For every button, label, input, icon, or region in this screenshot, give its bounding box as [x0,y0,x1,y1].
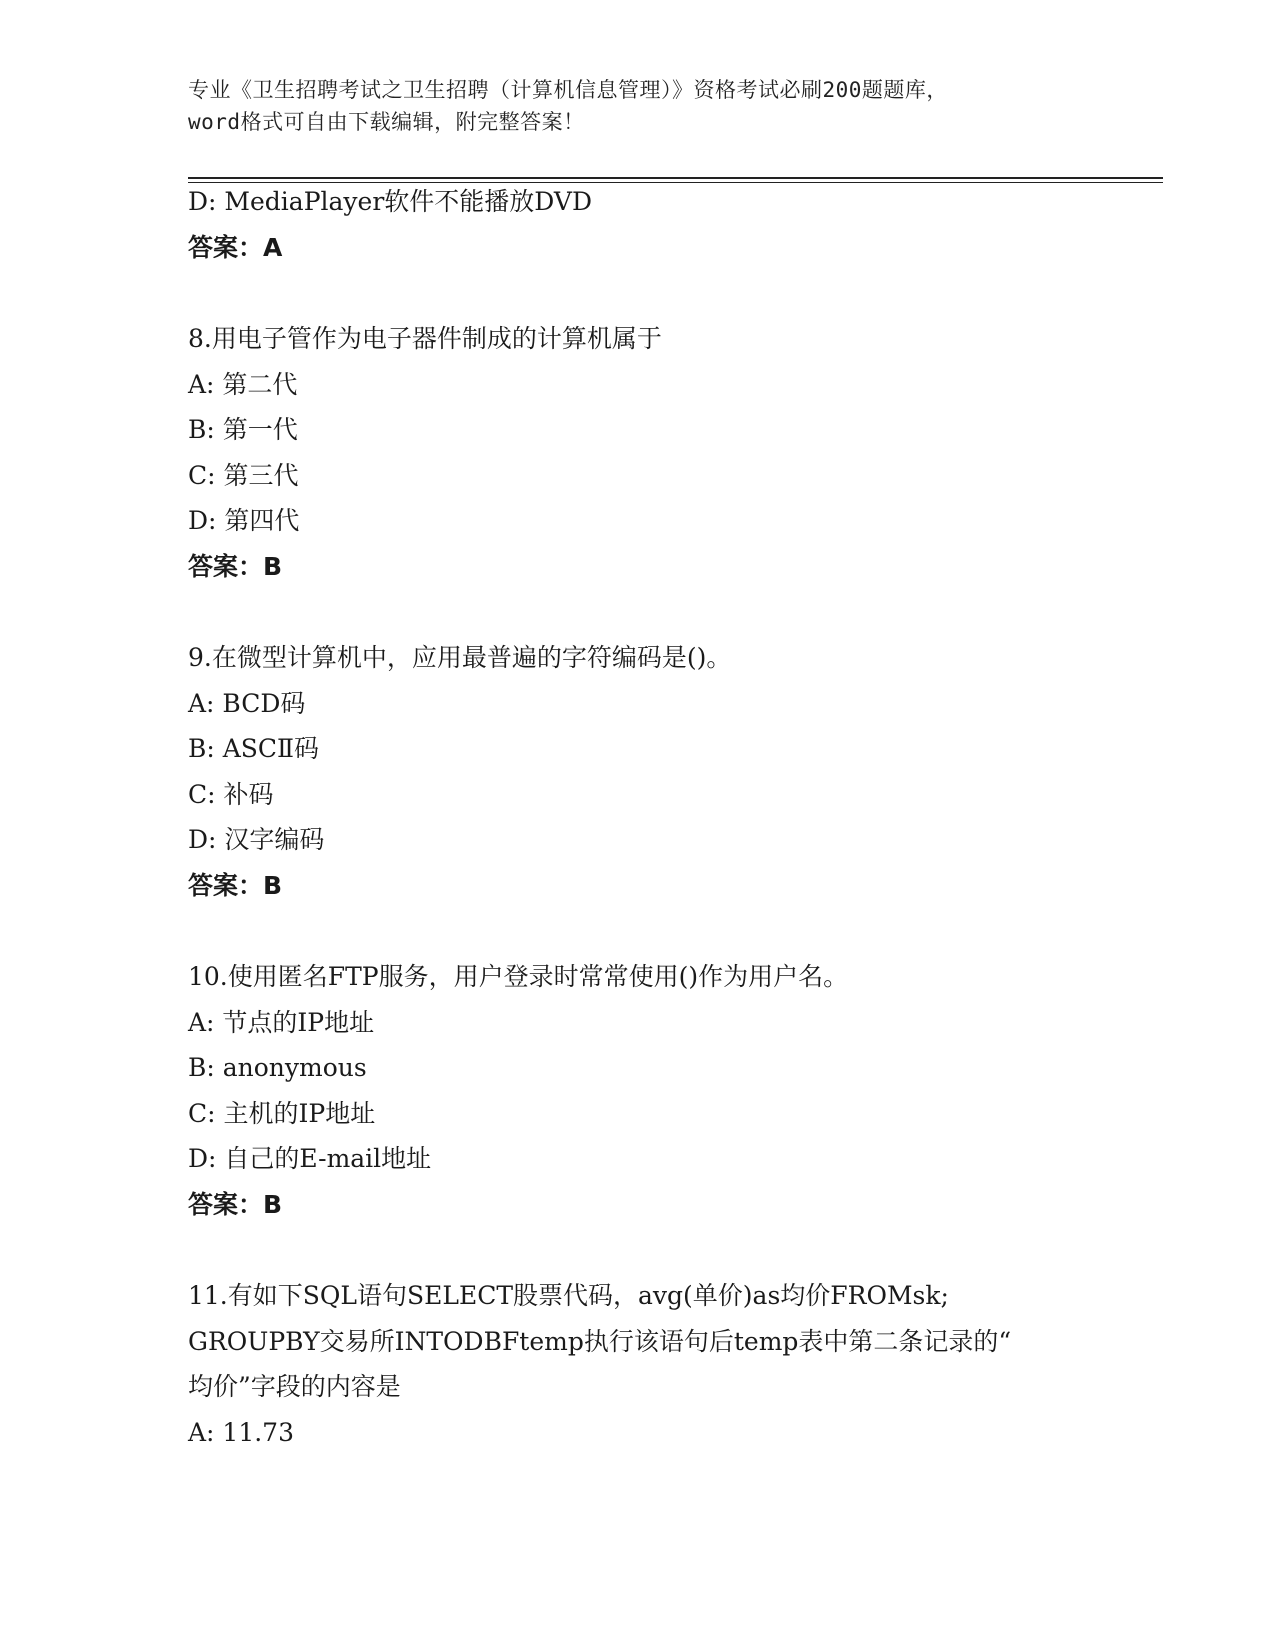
option-c: C: 主机的IP地址 [188,1098,376,1128]
option-a: A: BCD码 [188,688,306,718]
question-stem: 10.使用匿名FTP服务，用户登录时常常使用()作为用户名。 [188,962,849,991]
question-block [188,1273,1088,1455]
option-d: D: 汉字编码 [188,825,325,854]
option-a: A: 11.73 [188,1417,294,1447]
option-a: A: 第二代 [188,369,298,399]
question-stem: 8.用电子管作为电子器件制成的计算机属于 [188,324,662,353]
question-block [188,316,1088,589]
page-header [188,74,1068,138]
question-block [188,954,1088,1227]
header-line-1: 专业《卫生招聘考试之卫生招聘（计算机信息管理）》资格考试必刷200题题库， [188,78,948,102]
spacer [188,908,1088,954]
option-d: D: MediaPlayer软件不能播放DVD [188,187,593,216]
question-block [188,635,1088,908]
option-b: B: 第一代 [188,415,298,444]
spacer [188,1227,1088,1273]
answer-line: 答案：B [188,551,283,581]
option-c: C: 补码 [188,779,274,809]
question-stem-line-1: 11.有如下SQL语句SELECT股票代码，avg(单价)as均价FROMsk; [188,1281,949,1310]
answer-line: 答案：B [188,870,283,900]
question-stem-line-3: 均价”字段的内容是 [188,1372,401,1401]
option-d: D: 第四代 [188,506,300,535]
spacer [188,270,1088,316]
option-b: B: ASCⅡ码 [188,734,320,763]
question-stem: 9.在微型计算机中，应用最普遍的字符编码是()。 [188,643,732,672]
answer-line: 答案：A [188,232,283,262]
option-d: D: 自己的E-mail地址 [188,1144,432,1173]
option-c: C: 第三代 [188,460,299,490]
question-stem-line-2: GROUPBY交易所INTODBFtemp执行该语句后temp表中第二条记录的“ [188,1326,1012,1356]
answer-line: 答案：B [188,1189,283,1219]
document-body [188,179,1088,1455]
header-line-2: word格式可自由下载编辑，附完整答案！ [188,110,585,134]
option-b: B: anonymous [188,1053,367,1082]
spacer [188,589,1088,635]
option-a: A: 节点的IP地址 [188,1007,375,1037]
